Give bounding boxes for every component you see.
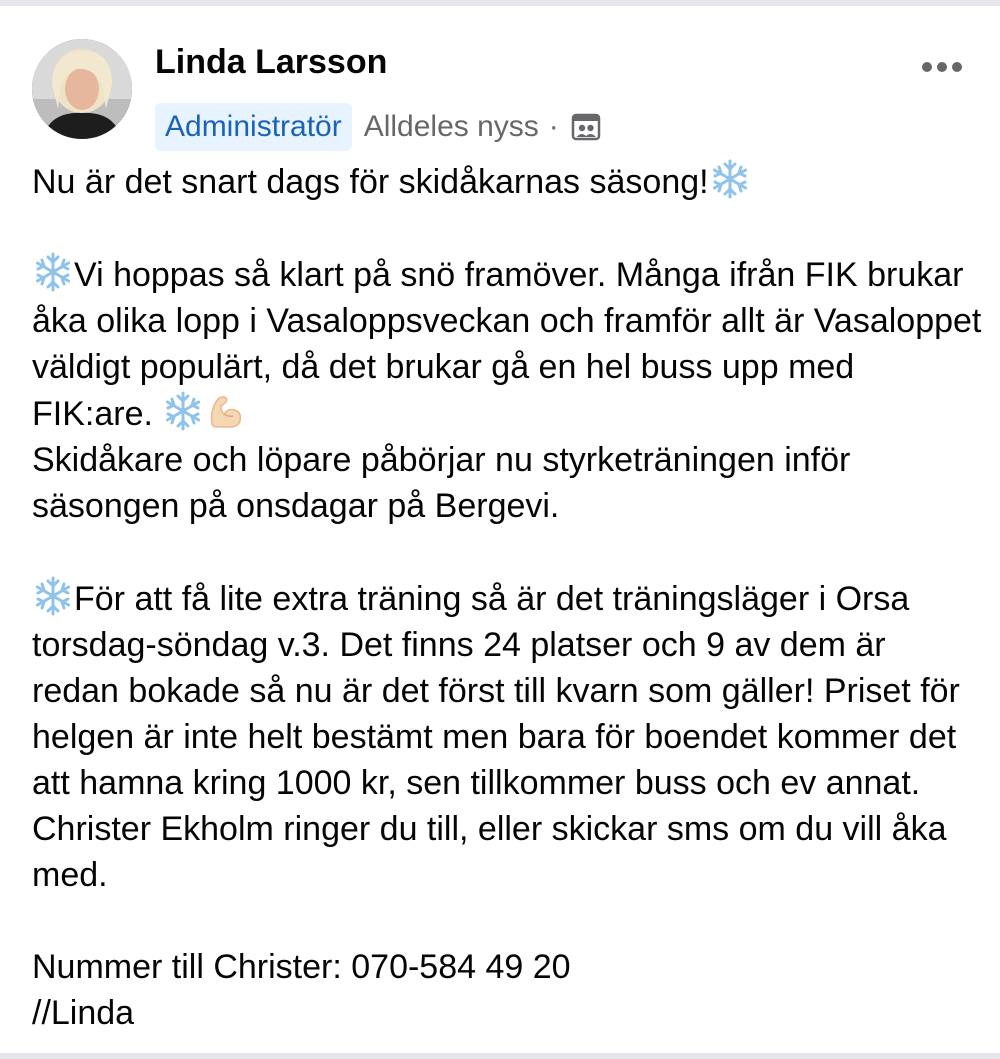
snowflake-icon	[32, 575, 74, 617]
post-meta	[155, 102, 601, 152]
more-options-icon-dot	[937, 62, 947, 72]
flexed-biceps-icon	[204, 390, 246, 432]
post-timestamp[interactable]: Alldeles nyss	[363, 110, 539, 143]
post-paragraph-1	[32, 158, 982, 205]
snowflake-icon	[162, 390, 204, 432]
post-paragraph-3	[32, 575, 982, 898]
paragraph-spacer	[32, 529, 982, 575]
paragraph-2-text-a: Vi hoppas så klart på snö framöver. Många ifrån FIK brukar åka olika lopp i Vasaloppsveckan och framför allt är Vasaloppet väldigt populärt, då det brukar gå en hel buss upp med FIK:are.	[32, 256, 982, 433]
post-body	[32, 158, 982, 1036]
paragraph-2-text-b: Skidåkare och löpare påbörjar nu styrketräningen inför säsongen på onsdagar på Bergevi.	[32, 441, 851, 525]
paragraph-spacer	[32, 205, 982, 251]
author-avatar[interactable]	[32, 39, 132, 139]
post-paragraph-2	[32, 251, 982, 529]
more-options-icon-dot	[952, 62, 962, 72]
signature: //Linda	[32, 994, 135, 1032]
group-audience-icon[interactable]	[571, 112, 601, 142]
author-name[interactable]: Linda Larsson	[155, 43, 388, 81]
meta-separator: ·	[548, 110, 559, 143]
paragraph-spacer	[32, 898, 982, 944]
snowflake-icon	[709, 158, 751, 200]
feed-post	[0, 6, 1000, 1053]
intro-text: Nu är det snart dags för skidåkarnas säsong!	[32, 163, 709, 201]
paragraph-3-text: För att få lite extra träning så är det träningsläger i Orsa torsdag-söndag v.3. Det finns 24 platser och 9 av dem är redan bokade så nu är det först till kvarn som gäller! Priset för helgen är inte helt bestämt men bara för boendet kommer det att hamna kring 1000 kr, sen tillkommer buss och ev annat. Christer Ekholm ringer du till, eller skickar sms om du vill åka med.	[32, 580, 960, 894]
more-options-icon	[922, 62, 932, 72]
more-options-button[interactable]	[914, 50, 970, 84]
role-badge[interactable]: Administratör	[155, 103, 352, 151]
bottom-divider	[0, 1053, 1000, 1059]
snowflake-icon	[32, 251, 74, 293]
phone-line: Nummer till Christer: 070-584 49 20	[32, 948, 571, 986]
avatar-image	[32, 39, 132, 139]
